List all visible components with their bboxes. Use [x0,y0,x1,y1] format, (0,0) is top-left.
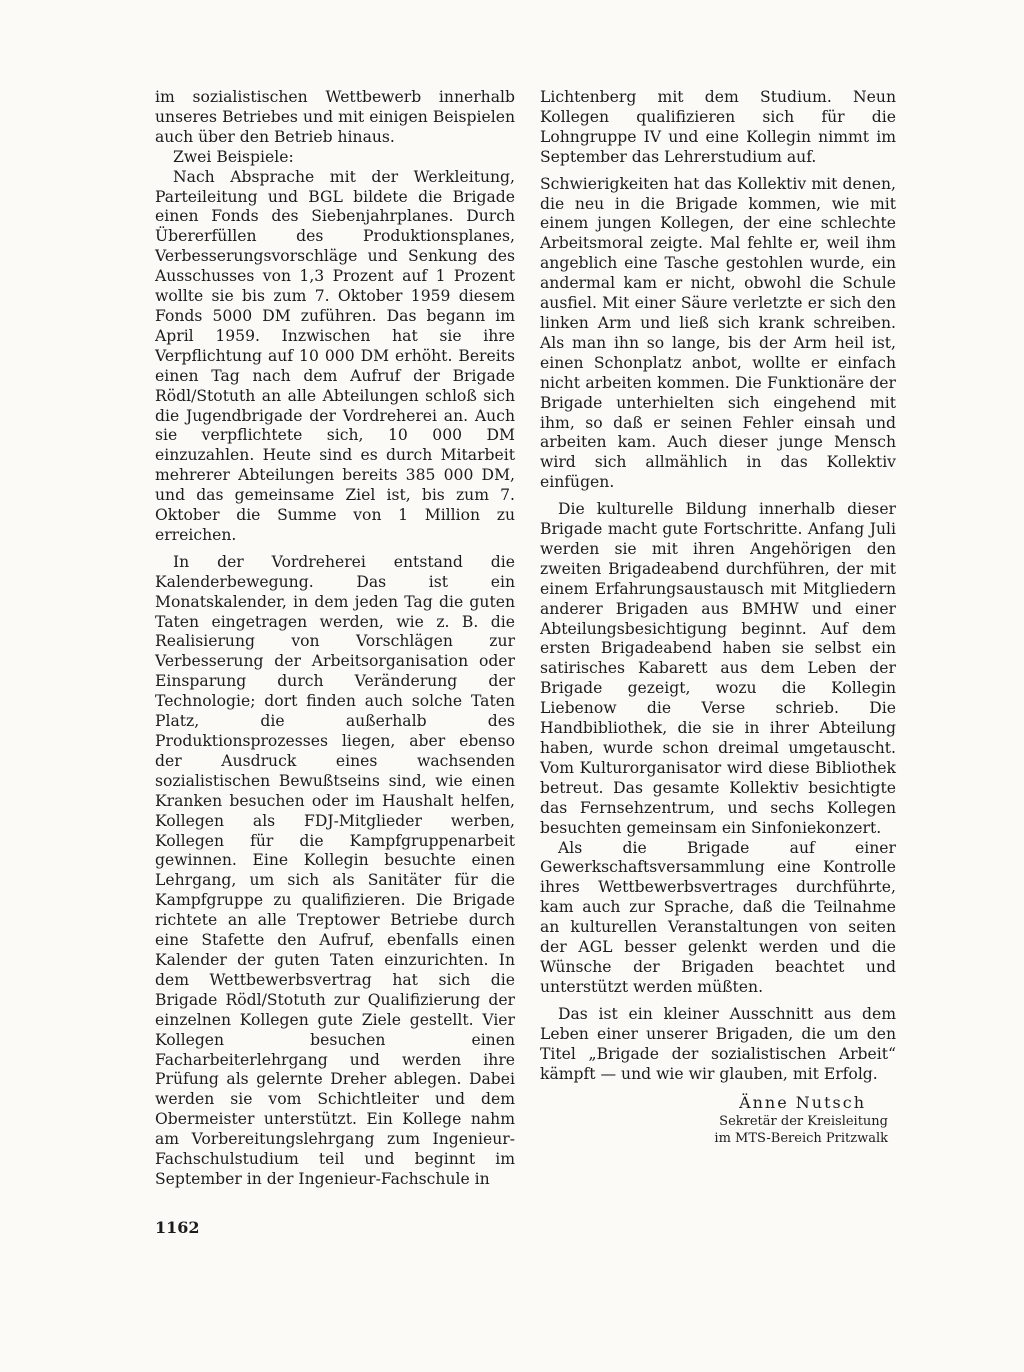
signature-role: Sekretär der Kreisleitung [719,1114,888,1130]
paragraph: Die kulturelle Bildung innerhalb dieser Brigade macht gute Fortschritte. Anfang Juli werden sie mit ihren Angehörigen den zweiten Brigadeabend durchführen, der mit einem Erfahrungsaustausch mit Mitgliedern anderer Brigaden aus BMHW und einer Abteilungsbesichtigung beginnt. Auf dem ersten Brigadeabend haben sie selbst ein satirisches Kabarett aus dem Leben der Brigade gezeigt, wozu die Kollegin Liebenow die Verse schrieb. Die Handbibliothek, die sie in ihrer Abteilung haben, wurde schon dreimal umgetauscht. Vom Kulturorganisator wird diese Bibliothek betreut. Das gesamte Kollektiv besichtigte das Fernsehzentrum, und sechs Kollegen besuchten gemeinsam ein Sinfoniekonzert. [540,500,896,837]
paragraph: In der Vordreherei entstand die Kalenderbewegung. Das ist ein Monatskalender, in dem jeden Tag die guten Taten eingetragen werden, wie z. B. die Realisierung von Vorschlägen zur Verbesserung der Arbeitsorganisation oder Einsparung durch Veränderung der Technologie; dort finden auch solche Taten Platz, die außerhalb des Produktionsprozesses liegen, aber ebenso der Ausdruck eines wachsenden sozialistischen Bewußtseins sind, wie einen Kranken besuchen oder im Haushalt helfen, Kollegen als FDJ-Mitglieder werben, Kollegen für die Kampfgruppenarbeit gewinnen. Eine Kollegin besuchte einen Lehrgang, um sich als Sanitäter für die Kampfgruppe zu qualifizieren. Die Brigade richtete an alle Treptower Betriebe durch eine Stafette den Aufruf, ebenfalls einen Kalender der guten Taten einzurichten. In dem Wettbewerbsvertrag hat sich die Brigade Rödl/Stotuth zur Qualifizierung der einzelnen Kollegen gute Ziele gestellt. Vier Kollegen besuchen einen Facharbeiterlehrgang und werden ihre Prüfung als gelernte Dreher ablegen. Dabei werden sie vom Schichtleiter und dem Obermeister unterstützt. Ein Kollege nahm am Vorbereitungslehrgang zum Ingenieur-Fachschulstudium teil und beginnt im September in der Ingenieur-Fachschule in [155,552,515,1188]
paragraph: im sozialistischen Wettbewerb innerhalb unseres Betriebes und mit einigen Beispielen auch über den Betrieb hinaus. [155,88,515,146]
paragraph: Nach Absprache mit der Werkleitung, Parteileitung und BGL bildete die Brigade einen Fonds des Siebenjahrplanes. Durch Übererfüllen des Produktionsplanes, Verbesserungsvorschläge und Senkung des Ausschusses von 1,3 Prozent auf 1 Prozent wollte sie bis zum 7. Oktober 1959 diesem Fonds 5000 DM zuführen. Das begann im April 1959. Inzwischen hat sie ihre Verpflichtung auf 10 000 DM erhöht. Bereits einen Tag nach dem Aufruf der Brigade Rödl/Stotuth an alle Abteilungen schloß sich die Jugendbrigade der Vordreherei an. Auch sie verpflichtete sich, 10 000 DM einzuzahlen. Heute sind es durch Mitarbeit mehrerer Abteilungen bereits 385 000 DM, und das gemeinsame Ziel ist, bis zum 7. Oktober die Summe von 1 Million zu erreichen. [155,167,515,544]
left-column [155,88,515,1190]
paragraph: Lichtenberg mit dem Studium. Neun Kollegen qualifizieren sich für die Lohngruppe IV und eine Kollegin nimmt im September das Lehrerstudium auf. [540,88,896,166]
paragraph: Zwei Beispiele: [173,147,294,166]
signature-name: Änne Nutsch [739,1093,866,1113]
paragraph: Das ist ein kleiner Ausschnitt aus dem Leben einer unserer Brigaden, die um den Titel „Brigade der sozialistischen Arbeit“ kämpft — und wie wir glauben, mit Erfolg. [540,1004,896,1083]
page-number: 1162 [155,1218,200,1237]
right-column [540,88,896,1147]
paragraph: Als die Brigade auf einer Gewerkschaftsversammlung eine Kontrolle ihres Wettbewerbsvertrages durchführte, kam auch zur Sprache, daß die Teilnahme an kulturellen Veranstaltungen von seiten der AGL besser gelenkt werden und die Wünsche der Brigaden beachtet und unterstützt werden müßten. [540,838,896,996]
signature-role: im MTS-Bereich Pritzwalk [714,1131,888,1147]
paragraph: Schwierigkeiten hat das Kollektiv mit denen, die neu in die Brigade kommen, wie mit einem jungen Kollegen, der eine schlechte Arbeitsmoral zeigte. Mal fehlte er, weil ihm angeblich eine Tasche gestohlen wurde, ein andermal kam er nicht, obwohl die Schule ausfiel. Mit einer Säure verletzte er sich den linken Arm und ließ sich krank schreiben. Als man ihn so lange, bis der Arm heil ist, einen Schonplatz anbot, wollte er einfach nicht arbeiten kommen. Die Funktionäre der Brigade unterhielten sich eingehend mit ihm, so daß er seinen Fehler einsah und arbeiten kam. Auch dieser junge Mensch wird sich allmählich in das Kollektiv einfügen. [540,174,896,492]
